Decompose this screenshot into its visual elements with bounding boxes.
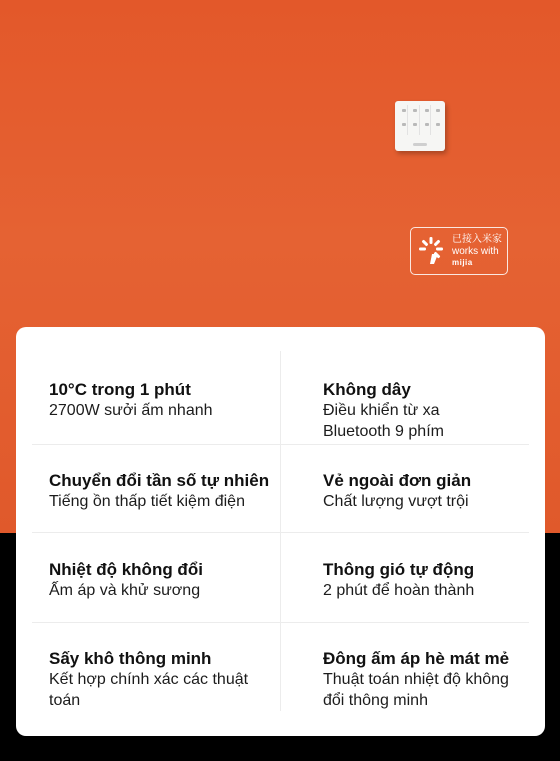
feature-desc: Tiếng ồn thấp tiết kiệm điện [49, 493, 245, 510]
badge-brand: mijia [452, 258, 473, 267]
remote-key [410, 105, 419, 135]
feature-desc: Ấm áp và khử sương [49, 582, 201, 599]
feature-smart-drying [49, 648, 254, 711]
feature-frequency [49, 470, 270, 512]
feature-desc: 2 phút để hoàn thành [323, 582, 475, 599]
feature-title: Thông gió tự động [323, 560, 475, 579]
row-divider [32, 622, 529, 623]
feature-title: Đông ấm áp hè mát mẻ [323, 649, 510, 668]
feature-title: Sấy khô thông minh [49, 649, 212, 668]
feature-wireless [323, 379, 493, 442]
row-divider [32, 532, 529, 533]
mijia-logo-icon [417, 236, 445, 266]
feature-title: Nhiệt độ không đổi [49, 560, 203, 579]
feature-title: Không dây [323, 380, 411, 399]
remote-key [433, 105, 441, 135]
remote-indicator [413, 143, 427, 146]
feature-seasonal [323, 648, 533, 711]
feature-ventilation [323, 559, 555, 601]
feature-desc: 2700W sưởi ấm nhanh [49, 402, 213, 419]
feature-fast-heating [49, 379, 281, 421]
mijia-badge [410, 227, 508, 275]
feature-title: Chuyển đổi tần số tự nhiên [49, 471, 270, 490]
feature-title: Vẻ ngoài đơn giản [323, 471, 472, 490]
features-card [16, 327, 545, 736]
badge-chinese-text: 已接入米家 [452, 234, 502, 245]
feature-desc: Kết hợp chính xác các thuật toán [49, 671, 249, 709]
wall-remote-image [395, 101, 445, 151]
remote-key [422, 105, 431, 135]
remote-key [399, 105, 408, 135]
feature-desc: Chất lượng vượt trội [323, 493, 469, 510]
feature-desc: Thuật toán nhiệt độ không đổi thông minh [323, 671, 509, 709]
row-divider [32, 444, 529, 445]
feature-design [323, 470, 555, 512]
feature-title: 10°C trong 1 phút [49, 380, 191, 399]
badge-works-with: works with [452, 246, 499, 257]
feature-desc: Điều khiển từ xa Bluetooth 9 phím [323, 402, 444, 440]
feature-constant-temp [49, 559, 281, 601]
